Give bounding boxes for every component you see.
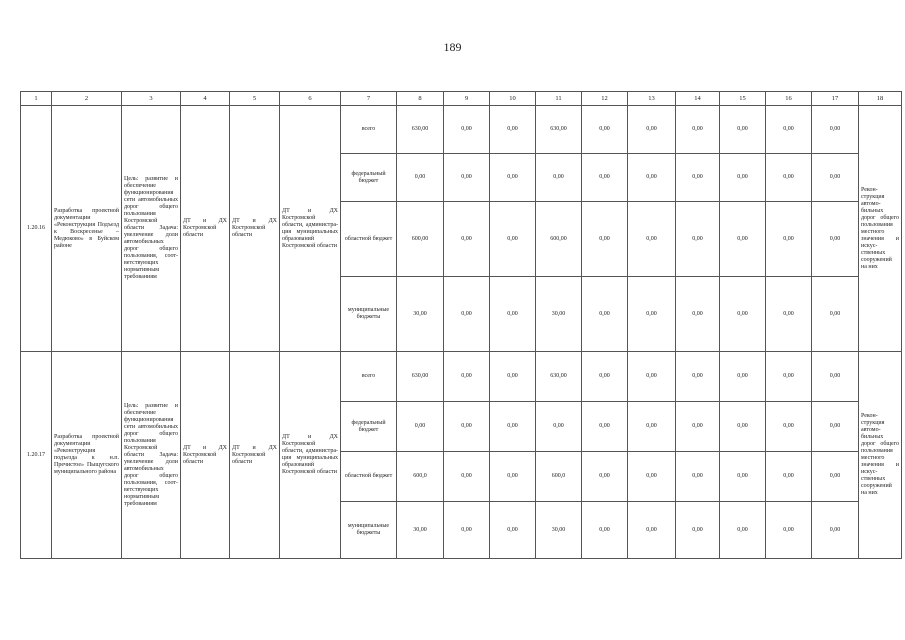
- funding-source: муниципальные бюджеты: [341, 277, 397, 352]
- funding-value: 0,00: [720, 202, 766, 277]
- funding-value: 600,0: [536, 452, 582, 502]
- item-name: Разработка проектной документации «Реконструкция Подъезд к Воскресенье – Медюково» в Буйском районе: [52, 106, 122, 352]
- funding-value: 0,00: [812, 106, 859, 154]
- item-coexecutors: ДТ и ДХ Костромской области, администрация муниципальных образований Костромской области: [280, 352, 341, 559]
- funding-value: 0,00: [766, 154, 812, 202]
- item-executor: ДТ и ДХ Костромской области: [230, 106, 280, 352]
- item-number: 1.20.17: [21, 352, 52, 559]
- funding-value: 600,0: [397, 452, 444, 502]
- header-cell: 1: [21, 92, 52, 106]
- header-cell: 18: [859, 92, 902, 106]
- funding-value: 0,00: [536, 402, 582, 452]
- funding-value: 0,00: [582, 352, 628, 402]
- funding-value: 0,00: [628, 106, 676, 154]
- funding-value: 0,00: [582, 277, 628, 352]
- funding-source: областной бюджет: [341, 452, 397, 502]
- header-row: [21, 92, 902, 106]
- funding-value: 0,00: [720, 154, 766, 202]
- funding-value: 0,00: [766, 452, 812, 502]
- funding-value: 0,00: [582, 154, 628, 202]
- header-cell: 9: [444, 92, 490, 106]
- funding-value: 0,00: [676, 452, 720, 502]
- header-cell: 17: [812, 92, 859, 106]
- program-table: [20, 91, 902, 559]
- funding-value: 0,00: [812, 452, 859, 502]
- funding-value: 0,00: [444, 106, 490, 154]
- header-cell: 3: [122, 92, 181, 106]
- funding-source: всего: [341, 106, 397, 154]
- funding-value: 0,00: [812, 502, 859, 559]
- item-executor: ДТ и ДХ Костромской области: [230, 352, 280, 559]
- funding-value: 0,00: [812, 154, 859, 202]
- funding-value: 0,00: [444, 277, 490, 352]
- funding-value: 630,00: [397, 106, 444, 154]
- funding-value: 0,00: [812, 402, 859, 452]
- funding-value: 30,00: [397, 502, 444, 559]
- funding-value: 0,00: [490, 202, 536, 277]
- funding-value: 0,00: [676, 202, 720, 277]
- funding-value: 0,00: [766, 106, 812, 154]
- funding-value: 0,00: [490, 402, 536, 452]
- header-cell: 16: [766, 92, 812, 106]
- table-row: [21, 352, 902, 402]
- funding-value: 0,00: [766, 352, 812, 402]
- funding-source: областной бюджет: [341, 202, 397, 277]
- funding-value: 0,00: [766, 402, 812, 452]
- table-body: [21, 106, 902, 559]
- funding-value: 0,00: [397, 402, 444, 452]
- funding-value: 0,00: [812, 352, 859, 402]
- funding-value: 0,00: [676, 106, 720, 154]
- item-name: Разработка проектной документации «Реконструкция подъезда к н.п. Пречистое» Пыщугского муниципального района: [52, 352, 122, 559]
- funding-value: 0,00: [444, 402, 490, 452]
- funding-value: 0,00: [720, 452, 766, 502]
- funding-value: 0,00: [676, 402, 720, 452]
- header-cell: 12: [582, 92, 628, 106]
- funding-value: 0,00: [676, 277, 720, 352]
- funding-value: 630,00: [536, 352, 582, 402]
- funding-value: 0,00: [397, 154, 444, 202]
- funding-value: 0,00: [490, 154, 536, 202]
- header-cell: 5: [230, 92, 280, 106]
- funding-value: 0,00: [582, 502, 628, 559]
- funding-value: 0,00: [766, 202, 812, 277]
- funding-value: 0,00: [582, 106, 628, 154]
- funding-value: 0,00: [490, 277, 536, 352]
- item-result: Реконструкция автомобильных дорог общего пользования местного значения и искусственных сооружений на них: [859, 352, 902, 559]
- funding-value: 0,00: [444, 352, 490, 402]
- funding-source: муниципальные бюджеты: [341, 502, 397, 559]
- funding-value: 0,00: [628, 402, 676, 452]
- funding-value: 0,00: [444, 502, 490, 559]
- funding-value: 600,00: [397, 202, 444, 277]
- funding-value: 0,00: [582, 402, 628, 452]
- header-cell: 14: [676, 92, 720, 106]
- funding-value: 30,00: [397, 277, 444, 352]
- funding-value: 0,00: [812, 277, 859, 352]
- funding-value: 0,00: [582, 452, 628, 502]
- funding-source: федеральный бюджет: [341, 154, 397, 202]
- funding-value: 0,00: [628, 452, 676, 502]
- header-cell: 15: [720, 92, 766, 106]
- funding-value: 0,00: [720, 106, 766, 154]
- funding-value: 0,00: [720, 352, 766, 402]
- funding-value: 600,00: [536, 202, 582, 277]
- header-cell: 13: [628, 92, 676, 106]
- funding-value: 0,00: [444, 452, 490, 502]
- funding-value: 0,00: [490, 352, 536, 402]
- funding-value: 0,00: [720, 502, 766, 559]
- funding-value: 30,00: [536, 502, 582, 559]
- header-cell: 11: [536, 92, 582, 106]
- funding-value: 0,00: [536, 154, 582, 202]
- item-goal: Цель: развитие и обеспечение функционирования сети автомобильных дорог общего пользования Костромской области Задача: увеличение доли автомобильных дорог общего пользования, соответствующих нормативным требованиям: [122, 352, 181, 559]
- header-cell: 4: [181, 92, 230, 106]
- item-coexecutors: ДТ и ДХ Костромской области, администрация муниципальных образований Костромской области: [280, 106, 341, 352]
- item-executor: ДТ и ДХ Костромской области: [181, 352, 230, 559]
- funding-value: 0,00: [628, 352, 676, 402]
- funding-value: 0,00: [628, 277, 676, 352]
- funding-value: 0,00: [720, 277, 766, 352]
- funding-value: 0,00: [766, 277, 812, 352]
- item-executor: ДТ и ДХ Костромской области: [181, 106, 230, 352]
- item-number: 1.20.16: [21, 106, 52, 352]
- header-cell: 6: [280, 92, 341, 106]
- table-row: [21, 106, 902, 154]
- funding-value: 0,00: [490, 452, 536, 502]
- funding-value: 0,00: [812, 202, 859, 277]
- header-cell: 8: [397, 92, 444, 106]
- funding-value: 0,00: [582, 202, 628, 277]
- funding-value: 0,00: [628, 154, 676, 202]
- header-cell: 7: [341, 92, 397, 106]
- funding-value: 0,00: [676, 154, 720, 202]
- item-result: Реконструкция автомобильных дорог общего пользования местного значения и искусственных сооружений на них: [859, 106, 902, 352]
- funding-value: 0,00: [444, 202, 490, 277]
- funding-value: 630,00: [397, 352, 444, 402]
- funding-value: 0,00: [676, 502, 720, 559]
- page-number: 189: [443, 40, 462, 54]
- funding-source: федеральный бюджет: [341, 402, 397, 452]
- funding-value: 0,00: [720, 402, 766, 452]
- funding-value: 30,00: [536, 277, 582, 352]
- funding-value: 0,00: [766, 502, 812, 559]
- funding-value: 0,00: [628, 502, 676, 559]
- header-cell: 10: [490, 92, 536, 106]
- item-goal: Цель: развитие и обеспечение функционирования сети автомобильных дорог общего пользования Костромской области Задача: увеличение доли автомобильных дорог общего пользования, соответствующих нормативным требованиям: [122, 106, 181, 352]
- funding-value: 0,00: [444, 154, 490, 202]
- header-cell: 2: [52, 92, 122, 106]
- funding-value: 630,00: [536, 106, 582, 154]
- funding-source: всего: [341, 352, 397, 402]
- funding-value: 0,00: [628, 202, 676, 277]
- funding-value: 0,00: [676, 352, 720, 402]
- funding-value: 0,00: [490, 502, 536, 559]
- funding-value: 0,00: [490, 106, 536, 154]
